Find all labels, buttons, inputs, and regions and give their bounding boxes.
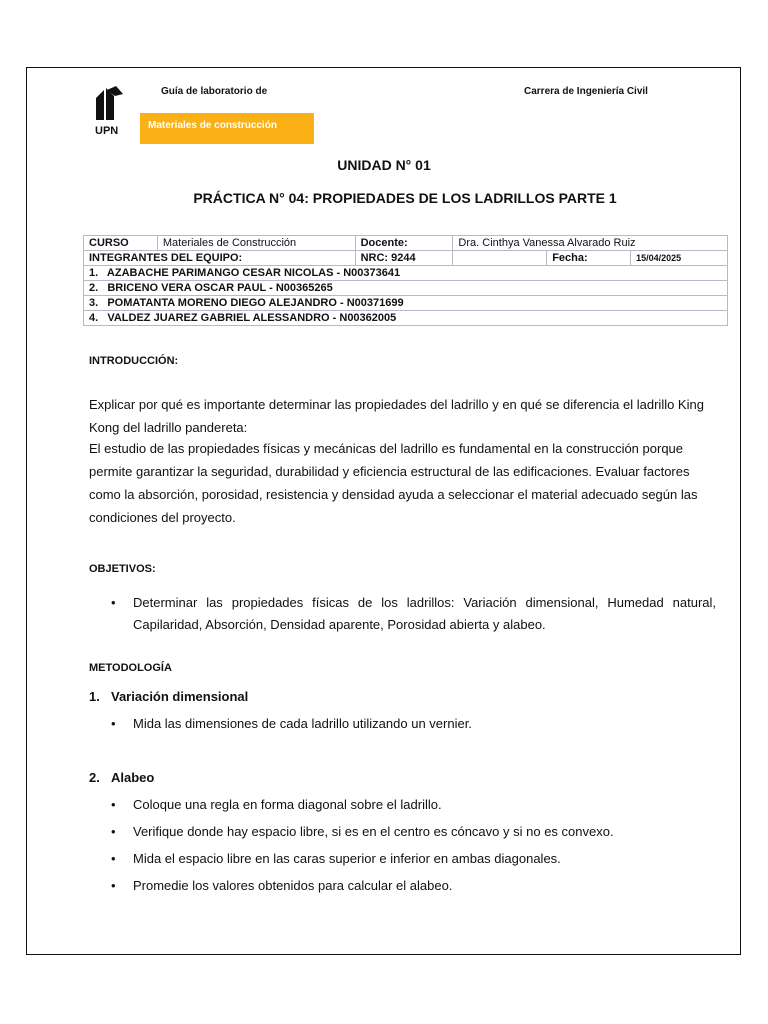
section-title: Alabeo [111,770,155,785]
member-row: 1. AZABACHE PARIMANGO CESAR NICOLAS - N00373641 [84,266,728,281]
integrantes-label: INTEGRANTES DEL EQUIPO: [84,251,356,266]
objectives-list [111,592,716,636]
intro-answer: El estudio de las propiedades físicas y mecánicas del ladrillo es fundamental en la construcción porque permite garantizar la seguridad, durabilidad y eficiencia estructural de las edificaciones. Evaluar factores como la absorción, porosidad, resistencia y densidad ayuda a seleccionar el material adecuado según las condiciones del proyecto. [89,441,698,525]
table-row [84,266,728,281]
logo-text: UPN [95,125,119,137]
objectives-heading: OBJETIVOS: [89,563,156,575]
intro-heading: INTRODUCCIÓN: [89,355,179,367]
table-row [84,281,728,296]
member-row: 4. VALDEZ JUAREZ GABRIEL ALESSANDRO - N00362005 [84,311,728,326]
member-row: 2. BRICENO VERA OSCAR PAUL - N00365265 [84,281,728,296]
docente-value: Dra. Cinthya Vanessa Alvarado Ruiz [453,236,728,251]
curso-value: Materiales de Construcción [157,236,355,251]
career-label: Carrera de Ingeniería Civil [524,86,648,97]
intro-question: Explicar por qué es importante determinar las propiedades del ladrillo y en qué se diferencia el ladrillo King Kong del ladrillo pandereta: [89,397,704,435]
course-tag [140,113,314,144]
member-row: 3. POMATANTA MORENO DIEGO ALEJANDRO - N00371699 [84,296,728,311]
fecha-label: Fecha: [547,251,631,266]
methodology-heading: METODOLOGÍA [89,662,172,674]
list-item: • Mida las dimensiones de cada ladrillo utilizando un vernier. [111,716,472,731]
empty-cell [453,251,547,266]
table-row [84,311,728,326]
list-item: • Promedie los valores obtenidos para calcular el alabeo. [111,878,452,893]
method-section-2 [89,770,154,785]
info-table [83,235,728,326]
list-item: • Coloque una regla en forma diagonal sobre el ladrillo. [111,797,442,812]
course-tag-text: Materiales de construcción [148,120,277,131]
fecha-value: 15/04/2025 [631,251,728,266]
table-row [84,296,728,311]
section-title: Variación dimensional [111,689,249,704]
list-item: • Verifique donde hay espacio libre, si es en el centro es cóncavo y si no es convexo. [111,824,614,839]
guide-label: Guía de laboratorio de [161,86,268,97]
curso-label: CURSO [84,236,158,251]
practice-title: PRÁCTICA N° 04: PROPIEDADES DE LOS LADRILLOS PARTE 1 [193,190,617,206]
method-section-1 [89,689,248,704]
section-number: 1. [89,689,100,704]
table-row [84,251,728,266]
table-row [84,236,728,251]
docente-label: Docente: [355,236,453,251]
nrc-value: NRC: 9244 [355,251,453,266]
unit-title: UNIDAD N° 01 [337,157,431,173]
list-item: • Determinar las propiedades físicas de los ladrillos: Variación dimensional, Humedad natural, Capilaridad, Absorción, Densidad aparente, Porosidad abierta y alabeo. [111,592,716,636]
section-number: 2. [89,770,100,785]
list-item: • Mida el espacio libre en las caras superior e inferior en ambas diagonales. [111,851,561,866]
